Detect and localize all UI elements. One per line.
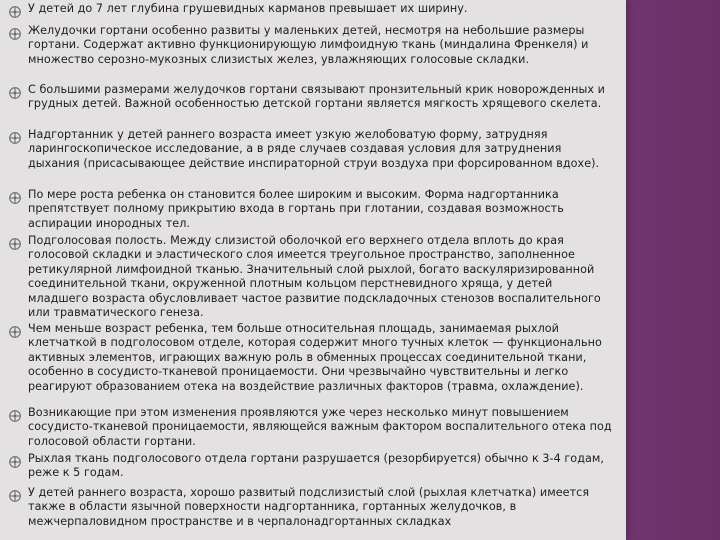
item-text: Рыхлая ткань подголосового отдела гортани разрушается (резорбируется) обычно к 3-4 годам, реже к 5 годам.	[28, 452, 604, 480]
item-text: Надгортанник у детей раннего возраста имеет узкую желобоватую форму, затрудняя ларингоскопическое исследование, а в ряде случаев создавая условия для затруднения дыхания (присасывающее действие инспираторной струи воздуха при форсированном вдохе).	[28, 128, 600, 170]
ornate-cross-icon	[8, 488, 22, 502]
ornate-cross-icon	[8, 324, 22, 338]
ornate-cross-icon	[8, 408, 22, 422]
ornate-cross-icon	[8, 454, 22, 468]
ornate-cross-icon	[8, 190, 22, 204]
item-text: По мере роста ребенка он становится более широким и высоким. Форма надгортанника препятствует полному прикрытию входа в гортань при глотании, создавая возможность аспирации инородных тел.	[28, 188, 564, 230]
item-text: Желудочки гортани особенно развиты у маленьких детей, несмотря на небольшие размеры гортани. Содержат активно функционирующую лимфоидную ткань (миндалина Френкеля) и множество серозно-мукозных слизистых желез, увлажняющих голосовые складки.	[28, 24, 589, 66]
item-text: Чем меньше возраст ребенка, тем больше относительная площадь, занимаемая рыхлой клетчаткой в подголосовом отделе, которая содержит много тучных клеток — функционально активных элементов, играющих важную роль в обменных процессах соединительной ткани, особенно в сосудисто-тканевой проницаемости. Они чрезвычайно чувствительны и легко реагируют образованием отека на воздействие различных факторов (травма, охлаждение).	[28, 322, 602, 393]
item-text: У детей до 7 лет глубина грушевидных карманов превышает их ширину.	[28, 2, 468, 15]
item-text: У детей раннего возраста, хорошо развитый подслизистый слой (рыхлая клетчатка) имеется также в области язычной поверхности надгортанника, гортанных желудочков, в межчерпаловидном пространстве и в черпалонадгортанных складках	[28, 486, 590, 528]
ornate-cross-icon	[8, 4, 22, 18]
ornate-cross-icon	[8, 26, 22, 40]
ornate-cross-icon	[8, 236, 22, 250]
item-text: Подголосовая полость. Между слизистой оболочкой его верхнего отдела вплоть до края голосовой складки и эластического слоя имеется треугольное пространство, заполненное ретикулярной лимфоидной тканью. Значительный слой рыхлой, богато васкуляризированной соединительной ткани, окруженной плотным кольцом перстневидного хряща, у детей младшего возраста обусловливает частое развитие подскладочных стенозов воспалительного или травматического генеза.	[28, 234, 601, 320]
ornate-cross-icon	[8, 130, 22, 144]
item-text: Возникающие при этом изменения проявляются уже через несколько минут повышением сосудисто-тканевой проницаемости, являющейся важным фактором воспалительного отека под голосовой области гортани.	[28, 406, 612, 448]
ornate-cross-icon	[8, 85, 22, 99]
item-text: С большими размерами желудочков гортани связывают пронзительный крик новорожденных и грудных детей. Важной особенностью детской гортани является мягкость хрящевого скелета.	[28, 83, 605, 111]
